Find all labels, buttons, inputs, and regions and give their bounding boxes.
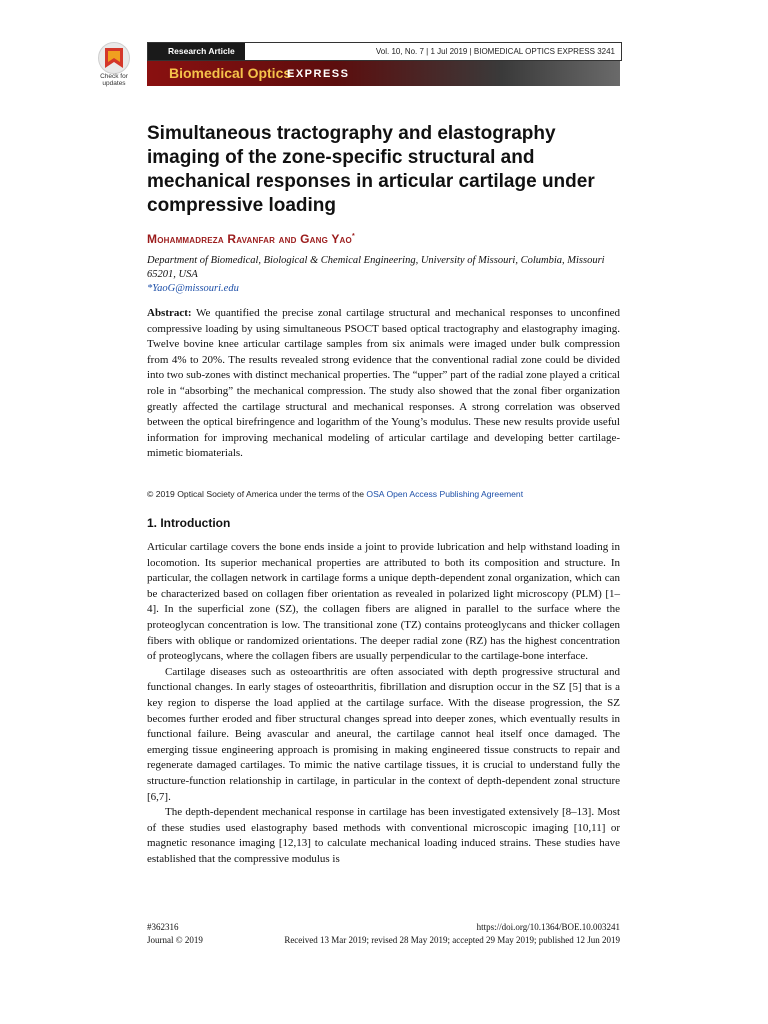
- paragraph: The depth-dependent mechanical response in cartilage has been investigated extensively [8–13]. Most of these studies used elastography based methods with conventional microscopic imaging [10,11] or magnetic resonance imaging [12,13] to calculate mechanical loading induced strains. These studies have established that the compressive modulus is: [147, 806, 620, 865]
- corresponding-mark: *: [351, 233, 355, 240]
- journal-suffix: EXPRESS: [287, 68, 350, 80]
- journal-copyright: Journal © 2019: [147, 935, 203, 945]
- article-id: #362316: [147, 922, 179, 932]
- author-names: Mohammadreza Ravanfar and Gang Yao: [147, 232, 352, 246]
- copyright-notice: [147, 489, 620, 499]
- issue-info: Vol. 10, No. 7 | 1 Jul 2019 | BIOMEDICAL OPTICS EXPRESS 3241: [375, 47, 615, 56]
- affiliation-block: [147, 254, 617, 296]
- author-email-link[interactable]: *YaoG@missouri.edu: [147, 283, 239, 294]
- section-heading: 1. Introduction: [147, 516, 231, 530]
- copyright-text: © 2019 Optical Society of America under the terms of the: [147, 489, 367, 499]
- article-title: Simultaneous tractography and elastography imaging of the zone-specific structural and mechanical responses in articular cartilage under compressive loading: [147, 123, 595, 216]
- check-for-updates-badge[interactable]: [92, 42, 136, 90]
- article-header-bar: [147, 42, 622, 61]
- article-type-tag: Research Article: [148, 43, 245, 60]
- introduction-body: [147, 540, 620, 867]
- abstract-text: We quantified the precise zonal cartilage structural and mechanical responses to unconfined compressive loading by using simultaneous PSOCT based optical tractography and elastography imaging. Twelve bovine knee articular cartilage samples from six animals were imaged under bulk compression from 4% to 20%. The results revealed strong evidence that the conventional radial zone could be divided into two sub-zones with distinct mechanical properties. The “upper” part of the radial zone played a critical role in “absorbing” the mechanical compression. The study also showed that the zonal fiber organization greatly affected the cartilage structural and mechanical responses. A strong correlation was observed between the optical birefringence and logarithm of the Young’s modulus. These new results provide useful information for improving mechanical modeling of articular cartilage and developing better cartilage-mimetic biomaterials.: [147, 307, 620, 460]
- page-footer: [147, 921, 620, 947]
- paragraph: Cartilage diseases such as osteoarthritis are often associated with depth progressive structural and functional changes. In early stages of osteoarthritis, fibrillation and disruption occur in the SZ [5] that is a key region to disperse the load applied at the cartilage surface. With the disease progression, the SZ becomes further eroded and fiber structural changes spread into deeper zones, which eventually results in functional failure. Being avascular and aneural, the cartilage cannot heal itself once damaged. The emerging tissue engineering approach is promising in making engineered tissue constructs to repair and regenerate damaged cartilages. To mimic the native cartilage tissues, it is crucial to understand fully the structure-function relationship in cartilage, in particular in the context of depth-dependent zonal structure [6,7].: [147, 665, 620, 803]
- abstract-label: Abstract:: [147, 307, 192, 319]
- open-access-agreement-link[interactable]: OSA Open Access Publishing Agreement: [366, 489, 524, 499]
- paragraph: Articular cartilage covers the bone ends inside a joint to provide lubrication and help withstand loading in locomotion. Its superior mechanical properties are attributed to both its composition and structure. In particular, the collagen network in cartilage forms a unique depth-dependent zonal organization, which can be characterized based on collagen fiber orientation as revealed in polarized light microscopy (PLM) [1–4]. In the superficial zone (SZ), the collagen fibers are aligned in parallel to the surface where the proteoglycan concentration is low. The transitional zone (TZ) contains proteoglycans and thicker collagen fibers with oblique or randomized orientations. The deeper radial zone (RZ) has the highest concentration of proteoglycans, where the collagen fibers are usually perpendicular to the cartilage-bone interface.: [147, 541, 620, 663]
- doi-link[interactable]: https://doi.org/10.1364/BOE.10.003241: [476, 922, 620, 932]
- bookmark-icon: [92, 42, 136, 76]
- publication-dates: Received 13 Mar 2019; revised 28 May 2019; accepted 29 May 2019; published 12 Jun 2019: [284, 935, 620, 945]
- abstract: [147, 306, 620, 462]
- author-list: [147, 232, 355, 246]
- badge-label: Check for updates: [100, 73, 128, 87]
- affiliation: Department of Biomedical, Biological & Chemical Engineering, University of Missouri, Columbia, Missouri 65201, USA: [147, 255, 605, 280]
- journal-banner: [147, 61, 620, 86]
- journal-name: Biomedical Optics: [169, 65, 292, 81]
